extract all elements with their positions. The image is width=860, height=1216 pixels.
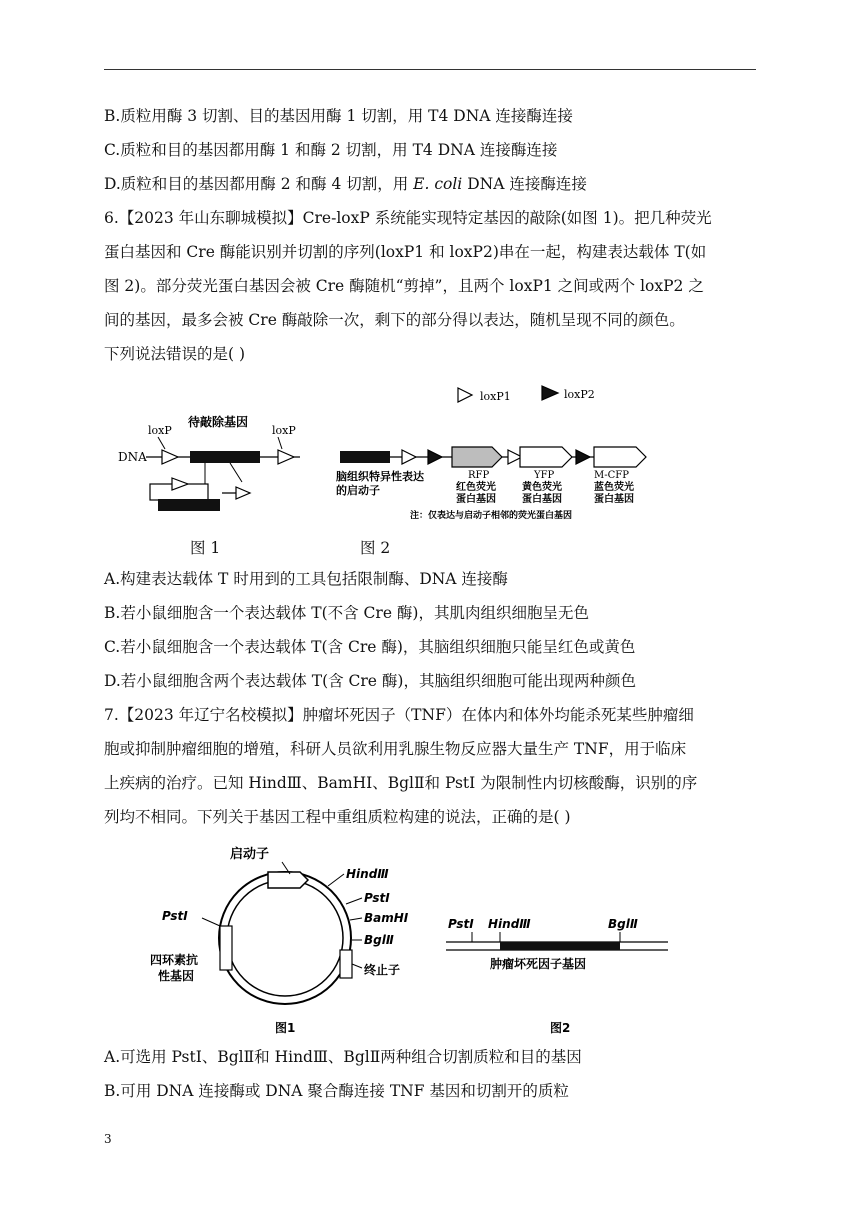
fig7-gene-pst-label: PstⅠ <box>448 917 474 931</box>
fig6-f1-loxp-left-triangle <box>162 450 178 464</box>
fig7-figure2 <box>446 917 668 971</box>
question-6-line-4: 间的基因，最多会被 Cre 酶敲除一次，剩下的部分得以表达，随机呈现不同的颜色。 <box>104 311 685 329</box>
fig7-gene-hind-label: HindⅢ <box>488 917 531 931</box>
fig7-bgl-right-label: BglⅡ <box>364 933 394 947</box>
option-6a: A.构建表达载体 T 时用到的工具包括限制酶、DNA 连接酶 <box>104 570 508 588</box>
option-7b: B.可用 DNA 连接酶或 DNA 聚合酶连接 TNF 基因和切割开的质粒 <box>104 1082 569 1100</box>
fig7-figure1 <box>150 846 409 1004</box>
fig7-caption-1: 图1 <box>275 1021 296 1035</box>
fig6-f2-promoter-label-2: 的启动子 <box>336 484 380 497</box>
question-6-line-3: 图 2)。部分荧光蛋白基因会被 Cre 酶随机“剪掉”，且两个 loxP1 之间或两个 loxP2 之 <box>104 277 704 295</box>
fig6-f2-rfp-desc-1: 红色荧光 <box>456 482 496 493</box>
page-number: 3 <box>104 1132 112 1146</box>
fig6-f1-excised-gene <box>158 499 220 511</box>
figure-7 <box>150 838 690 1040</box>
fig6-f2-yfp-desc-2: 蛋白基因 <box>522 494 562 505</box>
question-7-line-4: 列均不相同。下列关于基因工程中重组质粒构建的说法，正确的是( ) <box>104 808 571 826</box>
option-6d: D.若小鼠细胞含两个表达载体 T(含 Cre 酶)，其脑组织细胞可能出现两种颜色 <box>104 672 636 690</box>
fig6-figure1 <box>118 414 300 511</box>
fig7-terminator-segment <box>340 950 352 978</box>
fig6-f2-loxp2-label: loxP2 <box>564 388 595 401</box>
question-6-line-2: 蛋白基因和 Cre 酶能识别并切割的序列(loxP1 和 loxP2)串在一起，构建表达载体 T(如 <box>104 243 707 261</box>
question-7-line-1: 7.【2023 年辽宁名校模拟】肿瘤坏死因子（TNF）在体内和体外均能杀死某些肿瘤细 <box>104 706 694 724</box>
question-6-line-5: 下列说法错误的是( ) <box>104 345 246 363</box>
fig7-bam-label: BamHⅠ <box>364 911 409 925</box>
fig7-plasmid-inner <box>227 880 343 996</box>
fig6-f1-gene-bar <box>190 451 260 463</box>
fig6-f2-rfp-label: RFP <box>468 470 490 481</box>
fig6-f2-legend-loxp1 <box>458 388 472 402</box>
fig6-f2-mcfp-desc-2: 蛋白基因 <box>594 494 634 505</box>
fig6-f2-mcfp-desc-1: 蓝色荧光 <box>594 482 634 493</box>
option-5d: D.质粒和目的基因都用酶 2 和酶 4 切割，用 E. coli DNA 连接酶连接 <box>104 175 587 193</box>
fig6-f1-loxp-left: loxP <box>148 424 172 437</box>
fig6-f2-promoter <box>340 451 390 463</box>
fig7-tnf-gene-bar <box>500 942 620 950</box>
option-6c: C.若小鼠细胞含一个表达载体 T(含 Cre 酶)，其脑组织细胞只能呈红色或黄色 <box>104 638 636 656</box>
fig6-f2-rfp-desc-2: 蛋白基因 <box>456 494 496 505</box>
fig7-pst-right-label: PstⅠ <box>364 891 390 905</box>
fig6-f1-loxp-right-triangle <box>278 450 294 464</box>
fig7-gene-label: 肿瘤坏死因子基因 <box>490 957 587 971</box>
fig7-plasmid-outer <box>219 872 351 1004</box>
fig6-caption-2: 图 2 <box>360 539 391 557</box>
fig7-promoter-label: 启动子 <box>230 847 270 862</box>
fig7-tet-label-1: 四环素抗 <box>150 953 199 967</box>
fig6-caption-1: 图 1 <box>190 539 221 557</box>
option-7a: A.可选用 PstⅠ、BglⅡ和 HindⅢ、BglⅡ两种组合切割质粒和目的基因 <box>104 1048 582 1066</box>
fig6-f2-loxp1-a <box>402 450 416 464</box>
header-rule <box>104 69 756 70</box>
fig7-hind-label: HindⅢ <box>346 867 389 881</box>
fig7-caption-2: 图2 <box>550 1021 571 1035</box>
fig6-f2-note: 注：仅表达与启动子相邻的荧光蛋白基因 <box>410 511 573 521</box>
fig6-f2-promoter-label-1: 脑组织特异性表达 <box>336 470 424 483</box>
option-5b: B.质粒用酶 3 切割、目的基因用酶 1 切割，用 T4 DNA 连接酶连接 <box>104 107 573 125</box>
fig6-figure2 <box>336 386 646 521</box>
fig7-gene-bgl-label: BglⅡ <box>608 917 638 931</box>
fig6-f2-mcfp-label: M-CFP <box>594 470 629 481</box>
option-6b: B.若小鼠细胞含一个表达载体 T(不含 Cre 酶)，其肌肉组织细胞呈无色 <box>104 604 589 622</box>
fig6-f1-dna: DNA <box>118 450 147 464</box>
fig7-tet-gene-segment <box>220 926 232 970</box>
question-6-line-1: 6.【2023 年山东聊城模拟】Cre-loxP 系统能实现特定基因的敲除(如图 1)。把几种荧光 <box>104 209 712 227</box>
fig7-promoter-segment <box>268 872 308 888</box>
fig6-f1-gene-label: 待敲除基因 <box>188 415 249 429</box>
fig6-f1-loxp-right: loxP <box>272 424 296 437</box>
fig6-f2-yfp-desc-1: 黄色荧光 <box>522 482 562 493</box>
question-7-line-2: 胞或抑制肿瘤细胞的增殖，科研人员欲利用乳腺生物反应器大量生产 TNF，用于临床 <box>104 740 687 758</box>
fig7-pst-left-label: PstⅠ <box>162 909 188 923</box>
fig6-f2-mcfp-gene <box>594 447 646 467</box>
figure-6 <box>110 366 650 526</box>
fig7-terminator-label: 终止子 <box>364 963 401 977</box>
fig7-tet-label-2: 性基因 <box>158 969 195 983</box>
question-7-line-3: 上疾病的治疗。已知 HindⅢ、BamHⅠ、BglⅡ和 PstI 为限制性内切核酸酶，识别的序 <box>104 774 698 792</box>
option-5c: C.质粒和目的基因都用酶 1 和酶 2 切割，用 T4 DNA 连接酶连接 <box>104 141 558 159</box>
fig6-f2-legend-loxp2 <box>542 386 558 400</box>
fig6-f2-yfp-label: YFP <box>534 470 555 481</box>
fig6-f2-loxp1-label: loxP1 <box>480 390 511 403</box>
fig6-f2-loxp2-a <box>428 450 442 464</box>
fig6-f2-loxp2-b <box>576 450 590 464</box>
fig6-f2-yfp-gene <box>520 447 572 467</box>
fig6-f2-rfp-gene <box>452 447 502 467</box>
